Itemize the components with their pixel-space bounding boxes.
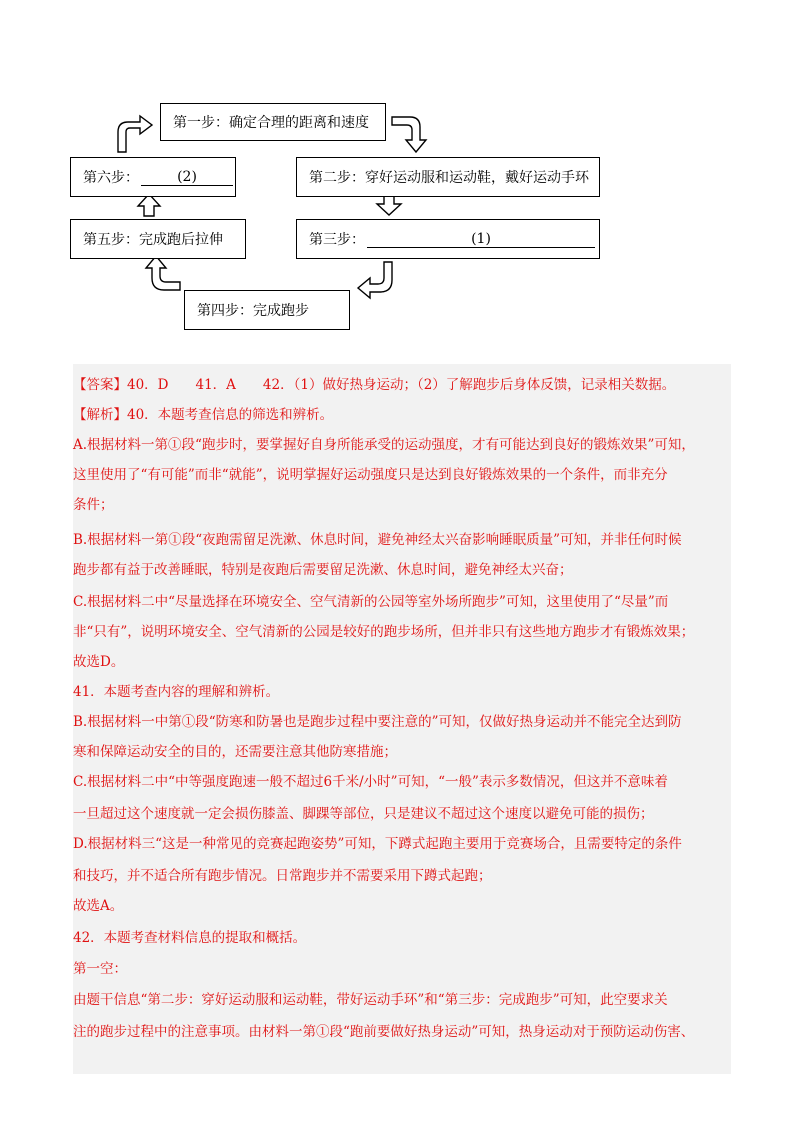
step5-text: 第五步：完成跑后拉伸 xyxy=(83,232,223,248)
text-line: A.根据材料一第①段“跑步时，要掌握好自身所能承受的运动强度，才有可能达到良好的锻炼效果”可知， xyxy=(73,437,695,453)
step3-label: 第三步： xyxy=(309,232,365,248)
text-line: B.根据材料一第①段“夜跑需留足洗漱、休息时间，避免神经太兴奋影响睡眠质量”可知，并非任何时候 xyxy=(73,532,682,548)
step1-text: 第一步：确定合理的距离和速度 xyxy=(173,115,369,131)
text-line: 由题干信息“第二步：穿好运动服和运动鞋，带好运动手环”和“第三步：完成跑步”可知，此空要求关 xyxy=(73,992,668,1008)
text-line: 【答案】40．D 41．A 42．（1）做好热身运动；（2）了解跑步后身体反馈，记录相关数据。 xyxy=(73,377,676,393)
text-line: D.根据材料三“这是一种常见的竞赛起跑姿势”可知，下蹲式起跑主要用于竞赛场合，且需要特定的条件 xyxy=(73,836,682,852)
text-line: 注的跑步过程中的注意事项。由材料一第①段“跑前要做好热身运动”可知，热身运动对于预防运动伤害、 xyxy=(73,1024,695,1040)
step4-text: 第四步：完成跑步 xyxy=(197,303,309,319)
step6-box xyxy=(70,157,236,197)
text-line: 42．本题考查材料信息的提取和概括。 xyxy=(73,930,307,946)
text-line: 和技巧，并不适合所有跑步情况。日常跑步并不需要采用下蹲式起跑； xyxy=(73,868,492,884)
step3-box xyxy=(296,219,600,259)
text-line: 第一空： xyxy=(73,961,127,977)
step6-label: 第六步： xyxy=(83,170,139,186)
text-line: C.根据材料二中“尽量选择在环境安全、空气清新的公园等室外场所跑步”可知，这里使用了“尽量”而 xyxy=(73,594,669,610)
text-line: 故选D。 xyxy=(73,654,125,670)
step2-text: 第二步：穿好运动服和运动鞋，戴好运动手环 xyxy=(309,170,589,186)
text-line: C.根据材料二中“中等强度跑速一般不超过6千米/小时”可知，“一般”表示多数情况，但这并不意味着 xyxy=(73,774,668,790)
text-line: 寒和保障运动安全的目的，还需要注意其他防寒措施； xyxy=(73,744,397,760)
text-line: 跑步都有益于改善睡眠，特别是夜跑后需要留足洗漱、休息时间，避免神经太兴奋； xyxy=(73,562,573,578)
text-line: 41．本题考查内容的理解和辨析。 xyxy=(73,684,280,700)
step1-box xyxy=(160,103,386,141)
step3-blank: (1) xyxy=(367,231,595,248)
text-line: 这里使用了“有可能”而非“就能”，说明掌握好运动强度只是达到良好锻炼效果的一个条件，而非充分 xyxy=(73,467,668,483)
step5-box xyxy=(70,219,246,259)
text-line: 【解析】40．本题考查信息的筛选和辨析。 xyxy=(73,407,334,423)
step6-blank: (2) xyxy=(141,169,233,186)
text-line: 一旦超过这个速度就一定会损伤膝盖、脚踝等部位，只是建议不超过这个速度以避免可能的损伤； xyxy=(73,806,654,822)
step2-box xyxy=(296,157,600,197)
text-line: 条件； xyxy=(73,497,114,513)
step4-box xyxy=(184,290,350,330)
text-line: B.根据材料一中第①段“防寒和防暑也是跑步过程中要注意的”可知，仅做好热身运动并不能完全达到防 xyxy=(73,714,682,730)
text-line: 非“只有”，说明环境安全、空气清新的公园是较好的跑步场所，但并非只有这些地方跑步才有锻炼效果； xyxy=(73,624,695,640)
text-line: 故选A。 xyxy=(73,898,124,914)
